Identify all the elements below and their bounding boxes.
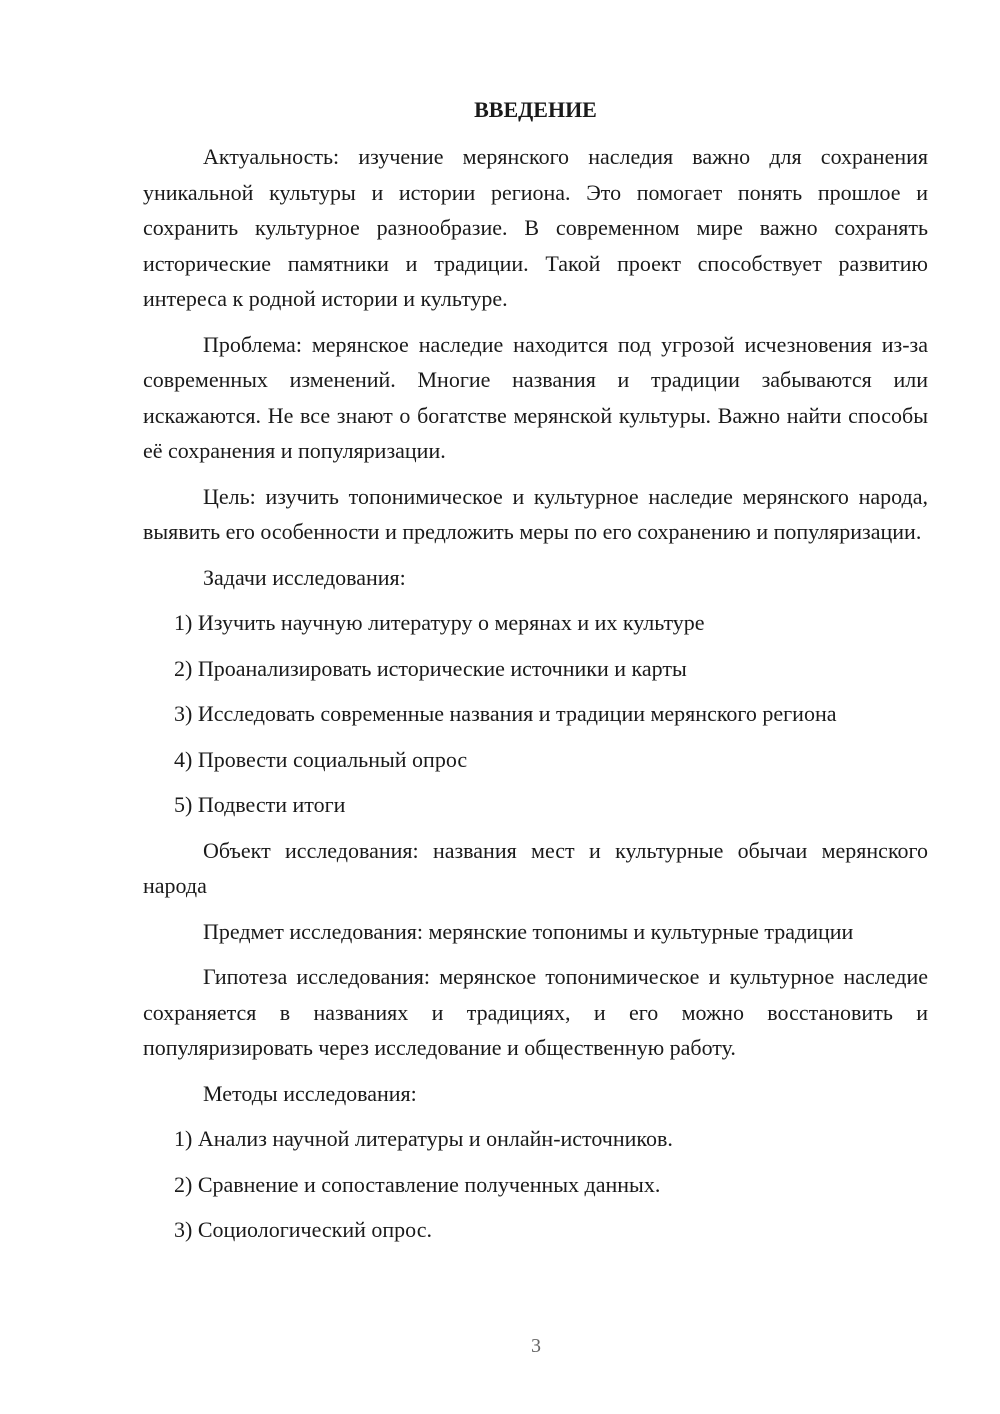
task-item: 4) Провести социальный опрос [174,746,468,772]
hypothesis-paragraph: Гипотеза исследования: мерянское топонимическое и культурное наследие сохраняется в названиях и традициях, и его можно восстановить и популяризировать через исследование и общественную работу. [143,964,928,1060]
method-item: 3) Социологический опрос. [174,1217,432,1242]
page-number: 3 [531,1335,541,1357]
method-item: 2) Сравнение и сопоставление полученных данных. [174,1171,661,1197]
page-title: ВВЕДЕНИЕ [474,97,597,122]
problem-paragraph: Проблема: мерянское наследие находится под угрозой исчезновения из-за современных изменений. Многие названия и традиции забываются или искажаются. Не все знают о богатстве мерянской культуры. Важно найти способы её сохранения и популяризации. [143,331,928,463]
document-page [143,92,928,1258]
relevance-paragraph: Актуальность: изучение мерянского наследия важно для сохранения уникальной культуры и истории региона. Это помогает понять прошлое и сохранить культурное разнообразие. В современном мире важно сохранять исторические памятники и традиции. Такой проект способствует развитию интереса к родной истории и культуре. [143,144,928,311]
task-item: 1) Изучить научную литературу о мерянах и их культуре [174,610,705,635]
method-item: 1) Анализ научной литературы и онлайн-источников. [174,1126,673,1151]
task-item: 2) Проанализировать исторические источники и карты [174,655,687,681]
subject-paragraph: Предмет исследования: мерянские топонимы и культурные традиции [203,918,854,944]
object-paragraph: Объект исследования: названия мест и культурные обычаи мерянского народа [143,837,928,898]
task-item: 5) Подвести итоги [174,792,346,817]
tasks-heading: Задачи исследования: [203,564,406,590]
methods-heading: Методы исследования: [203,1080,417,1106]
task-item: 3) Исследовать современные названия и традиции мерянского региона [174,701,837,726]
goal-paragraph: Цель: изучить топонимическое и культурное наследие мерянского народа, выявить его особенности и предложить меры по его сохранению и популяризации. [143,483,928,544]
